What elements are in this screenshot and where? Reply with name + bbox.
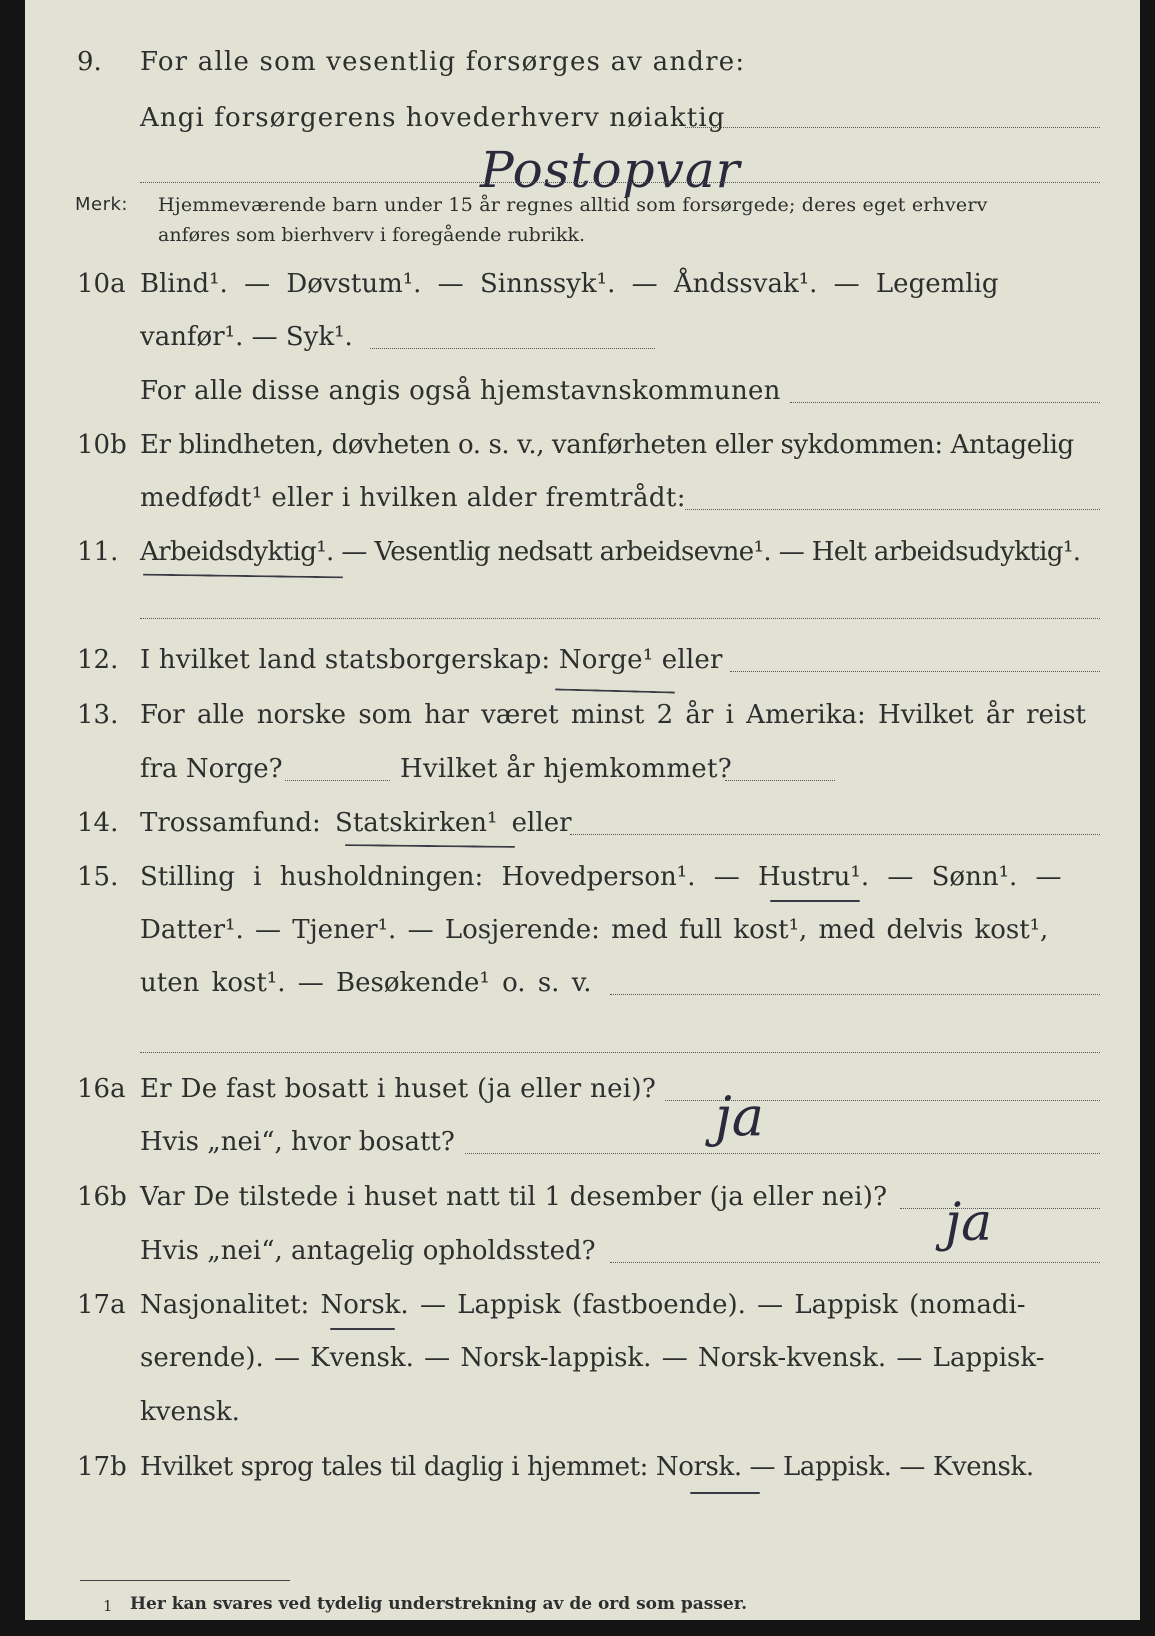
q9-handwritten-answer: Postopvar [480, 141, 741, 199]
q16a-bosatt-field [465, 1153, 1100, 1154]
q12-underline-norge [555, 688, 675, 693]
q14-underline-statskirken [345, 844, 515, 848]
q16b-opholdssted-field [610, 1262, 1100, 1263]
census-form-page [25, 0, 1140, 1620]
q13-reist-field [285, 780, 390, 781]
q14-text-line1: Trossamfund: Statskirken¹ eller [140, 808, 572, 838]
footnote-text: Her kan svares ved tydelig understrekning av de ord som passer. [130, 1594, 748, 1614]
q16a-text-line1: Er De fast bosatt i huset (ja eller nei)? [140, 1074, 657, 1104]
q10a-text-line3: For alle disse angis også hjemstavnskommunen [140, 376, 781, 406]
q17a-text-line2: serende). — Kvensk. — Norsk-lappisk. — Norsk-kvensk. — Lappisk- [140, 1343, 1045, 1373]
q13-text-line1: For alle norske som har været minst 2 år i Amerika: Hvilket år reist [140, 700, 1086, 730]
q11-answer-line [140, 618, 1100, 619]
q10a-hjemstavn-field [790, 402, 1100, 403]
q15-answer-line [140, 1052, 1100, 1053]
q16b-text-line2: Hvis „nei“, antagelig opholdssted? [140, 1236, 596, 1266]
q9-dotted-field [685, 127, 1100, 128]
q17a-number: 17a [77, 1290, 126, 1320]
q17b-number: 17b [77, 1452, 127, 1482]
q10b-number: 10b [77, 430, 127, 460]
q10a-text-line1: Blind¹. — Døvstum¹. — Sinnssyk¹. — Åndssvak¹. — Legemlig [140, 269, 999, 299]
q13-text-line2b: Hvilket år hjemkommet? [400, 754, 732, 784]
q16b-text-line1: Var De tilstede i huset natt til 1 desember (ja eller nei)? [140, 1182, 888, 1212]
q16b-handwritten-answer: ja [945, 1193, 993, 1253]
q17a-text-line1: Nasjonalitet: Norsk. — Lappisk (fastboende). — Lappisk (nomadi- [140, 1290, 1026, 1320]
q16b-number: 16b [77, 1182, 127, 1212]
q16a-text-line2: Hvis „nei“, hvor bosatt? [140, 1127, 455, 1157]
q14-dotted-field [570, 834, 1100, 835]
merk-text-line1: Hjemmeværende barn under 15 år regnes alltid som forsørgede; deres eget erhverv [158, 194, 988, 216]
q15-text-line2: Datter¹. — Tjener¹. — Losjerende: med full kost¹, med delvis kost¹, [140, 915, 1049, 945]
footnote-separator [80, 1580, 290, 1581]
q17a-underline-norsk [330, 1328, 395, 1330]
q15-dotted-field [610, 994, 1100, 995]
q13-number: 13. [77, 700, 119, 730]
q12-number: 12. [77, 645, 119, 675]
q9-answer-line [140, 182, 1100, 183]
q10b-text-line2: medfødt¹ eller i hvilken alder fremtrådt: [140, 483, 686, 513]
q15-text-line3: uten kost¹. — Besøkende¹ o. s. v. [140, 968, 592, 998]
q17b-text-line1: Hvilket sprog tales til daglig i hjemmet: Norsk. — Lappisk. — Kvensk. [140, 1452, 1034, 1482]
q10b-dotted-field [685, 509, 1100, 510]
q9-number: 9. [77, 47, 102, 77]
q10a-dotted-field [370, 348, 655, 349]
q17b-underline-norsk [690, 1492, 760, 1494]
footnote-mark: 1 [103, 1597, 113, 1615]
q9-text-line1: For alle som vesentlig forsørges av andre: [140, 47, 746, 77]
q10b-text-line1: Er blindheten, døvheten o. s. v., vanførheten eller sykdommen: Antagelig [140, 430, 1074, 460]
q10a-number: 10a [77, 269, 126, 299]
q12-dotted-field [730, 671, 1100, 672]
merk-label: Merk: [75, 194, 128, 215]
q13-hjemkommet-field [725, 780, 835, 781]
q16a-number: 16a [77, 1074, 126, 1104]
q12-text-line1: I hvilket land statsborgerskap: Norge¹ eller [140, 645, 723, 675]
q11-underline-arbeidsdyktig [143, 574, 343, 579]
q10a-text-line2: vanfør¹. — Syk¹. [140, 322, 353, 352]
q11-text-line1: Arbeidsdyktig¹. — Vesentlig nedsatt arbeidsevne¹. — Helt arbeidsudyktig¹. [140, 537, 1081, 567]
q17a-text-line3: kvensk. [140, 1397, 240, 1427]
q15-number: 15. [77, 862, 119, 892]
q15-text-line1: Stilling i husholdningen: Hovedperson¹. — Hustru¹. — Sønn¹. — [140, 862, 1062, 892]
q14-number: 14. [77, 808, 119, 838]
q11-number: 11. [77, 537, 119, 567]
q13-text-line2a: fra Norge? [140, 754, 283, 784]
q9-text-line2: Angi forsørgerens hovederhverv nøiaktig [140, 103, 726, 133]
q16b-dotted-field [900, 1208, 1100, 1209]
q15-underline-hustru [770, 900, 860, 902]
q16a-handwritten-answer: ja [715, 1085, 764, 1148]
merk-text-line2: anføres som bierhverv i foregående rubrikk. [158, 224, 586, 246]
